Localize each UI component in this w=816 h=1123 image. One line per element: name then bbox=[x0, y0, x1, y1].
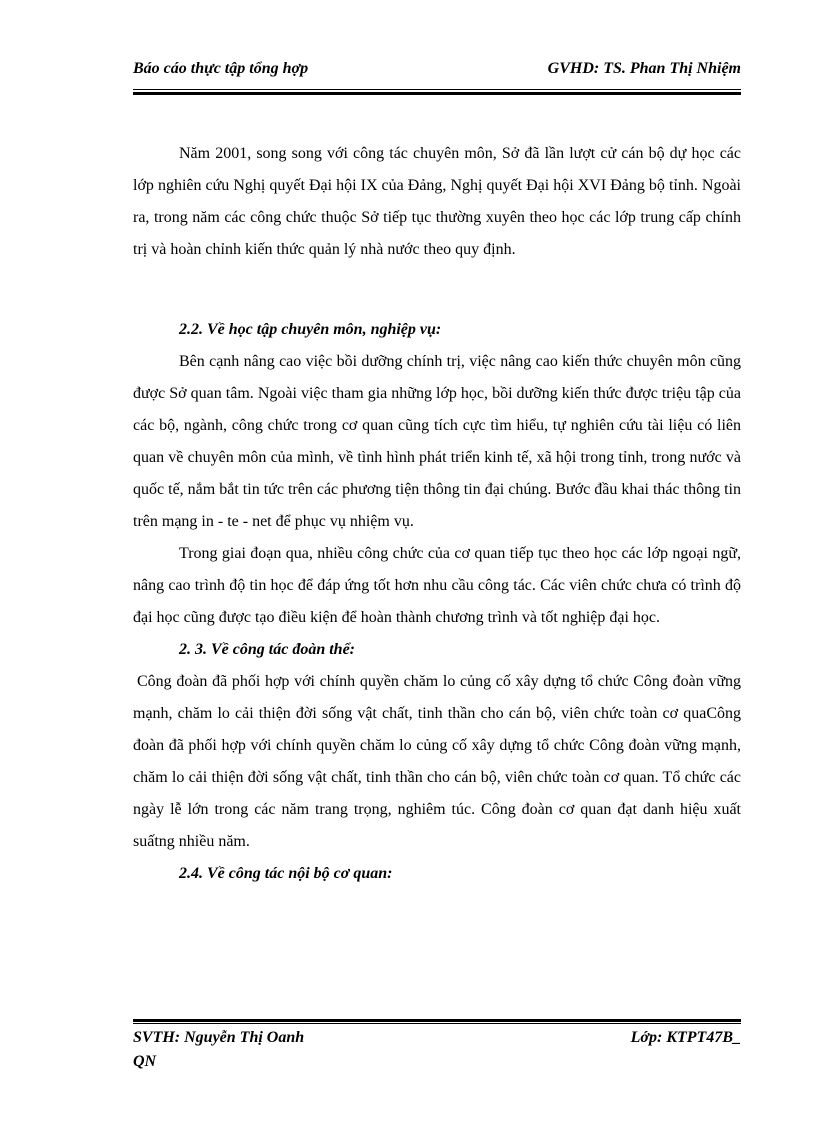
header-supervisor: GVHD: TS. Phan Thị Nhiệm bbox=[547, 60, 741, 77]
footer-rule-thin bbox=[133, 1023, 741, 1024]
section-heading-2-3: 2. 3. Về công tác đoàn thể: bbox=[179, 641, 355, 658]
section-heading-2-4: 2.4. Về công tác nội bộ cơ quan: bbox=[179, 865, 393, 882]
footer-student-name: SVTH: Nguyễn Thị Oanh bbox=[133, 1029, 305, 1046]
header-rule-thin bbox=[133, 89, 741, 90]
paragraph-further-study: Trong giai đoạn qua, nhiều công chức của cơ quan tiếp tục theo học các lớp ngoại ngữ, nâng cao trình độ tin học để đáp ứng tốt hơn nhu cầu công tác. Các viên chức chưa có trình độ đại học cũng được tạo điều kiện để hoàn thành chương trình và tốt nghiệp đại học. bbox=[133, 545, 741, 626]
paragraph-political-training: Năm 2001, song song với công tác chuyên môn, Sở đã lần lượt cử cán bộ dự học các lớp nghiên cứu Nghị quyết Đại hội IX của Đảng, Nghị quyết Đại hội XVI Đảng bộ tỉnh. Ngoài ra, trong năm các công chức thuộc Sở tiếp tục thường xuyên theo học các lớp trung cấp chính trị và hoàn chỉnh kiến thức quản lý nhà nước theo quy định. bbox=[133, 145, 741, 258]
paragraph-union-work: Công đoàn đã phối hợp với chính quyền chăm lo củng cố xây dựng tổ chức Công đoàn vững mạnh, chăm lo cải thiện đời sống vật chất, tinh thần cho cán bộ, viên chức toàn cơ quaCông đoàn đã phối hợp với chính quyền chăm lo củng cố xây dựng tổ chức Công đoàn vững mạnh, chăm lo cải thiện đời sống vật chất, tinh thần cho cán bộ, viên chức toàn cơ quan. Tổ chức các ngày lễ lớn trong các năm trang trọng, nghiêm túc. Công đoàn cơ quan đạt danh hiệu xuất suấtng nhiều năm. bbox=[133, 673, 741, 850]
header-rule-thick bbox=[133, 92, 741, 95]
footer-student bbox=[133, 1026, 304, 1074]
page-header bbox=[133, 60, 741, 88]
section-heading-2-2: 2.2. Về học tập chuyên môn, nghiệp vụ: bbox=[179, 321, 442, 338]
footer-class: Lớp: KTPT47B_ bbox=[630, 1029, 741, 1046]
paragraph-professional-study: Bên cạnh nâng cao việc bồi dưỡng chính trị, việc nâng cao kiến thức chuyên môn cũng được Sở quan tâm. Ngoài việc tham gia những lớp học, bồi dưỡng kiến thức được triệu tập của các bộ, ngành, công chức trong cơ quan cũng tích cực tìm hiểu, tự nghiên cứu tài liệu có liên quan về chuyên môn của mình, về tình hình phát triển kinh tế, xã hội trong tỉnh, trong nước và quốc tế, nắm bắt tin tức trên các phương tiện thông tin đại chúng. Bước đầu khai thác thông tin trên mạng in - te - net để phục vụ nhiệm vụ. bbox=[133, 353, 741, 530]
header-title: Báo cáo thực tập tổng hợp bbox=[133, 60, 309, 77]
footer-student-suffix: QN bbox=[133, 1053, 157, 1070]
footer-rule-thick bbox=[133, 1019, 741, 1022]
document-body bbox=[133, 138, 741, 890]
